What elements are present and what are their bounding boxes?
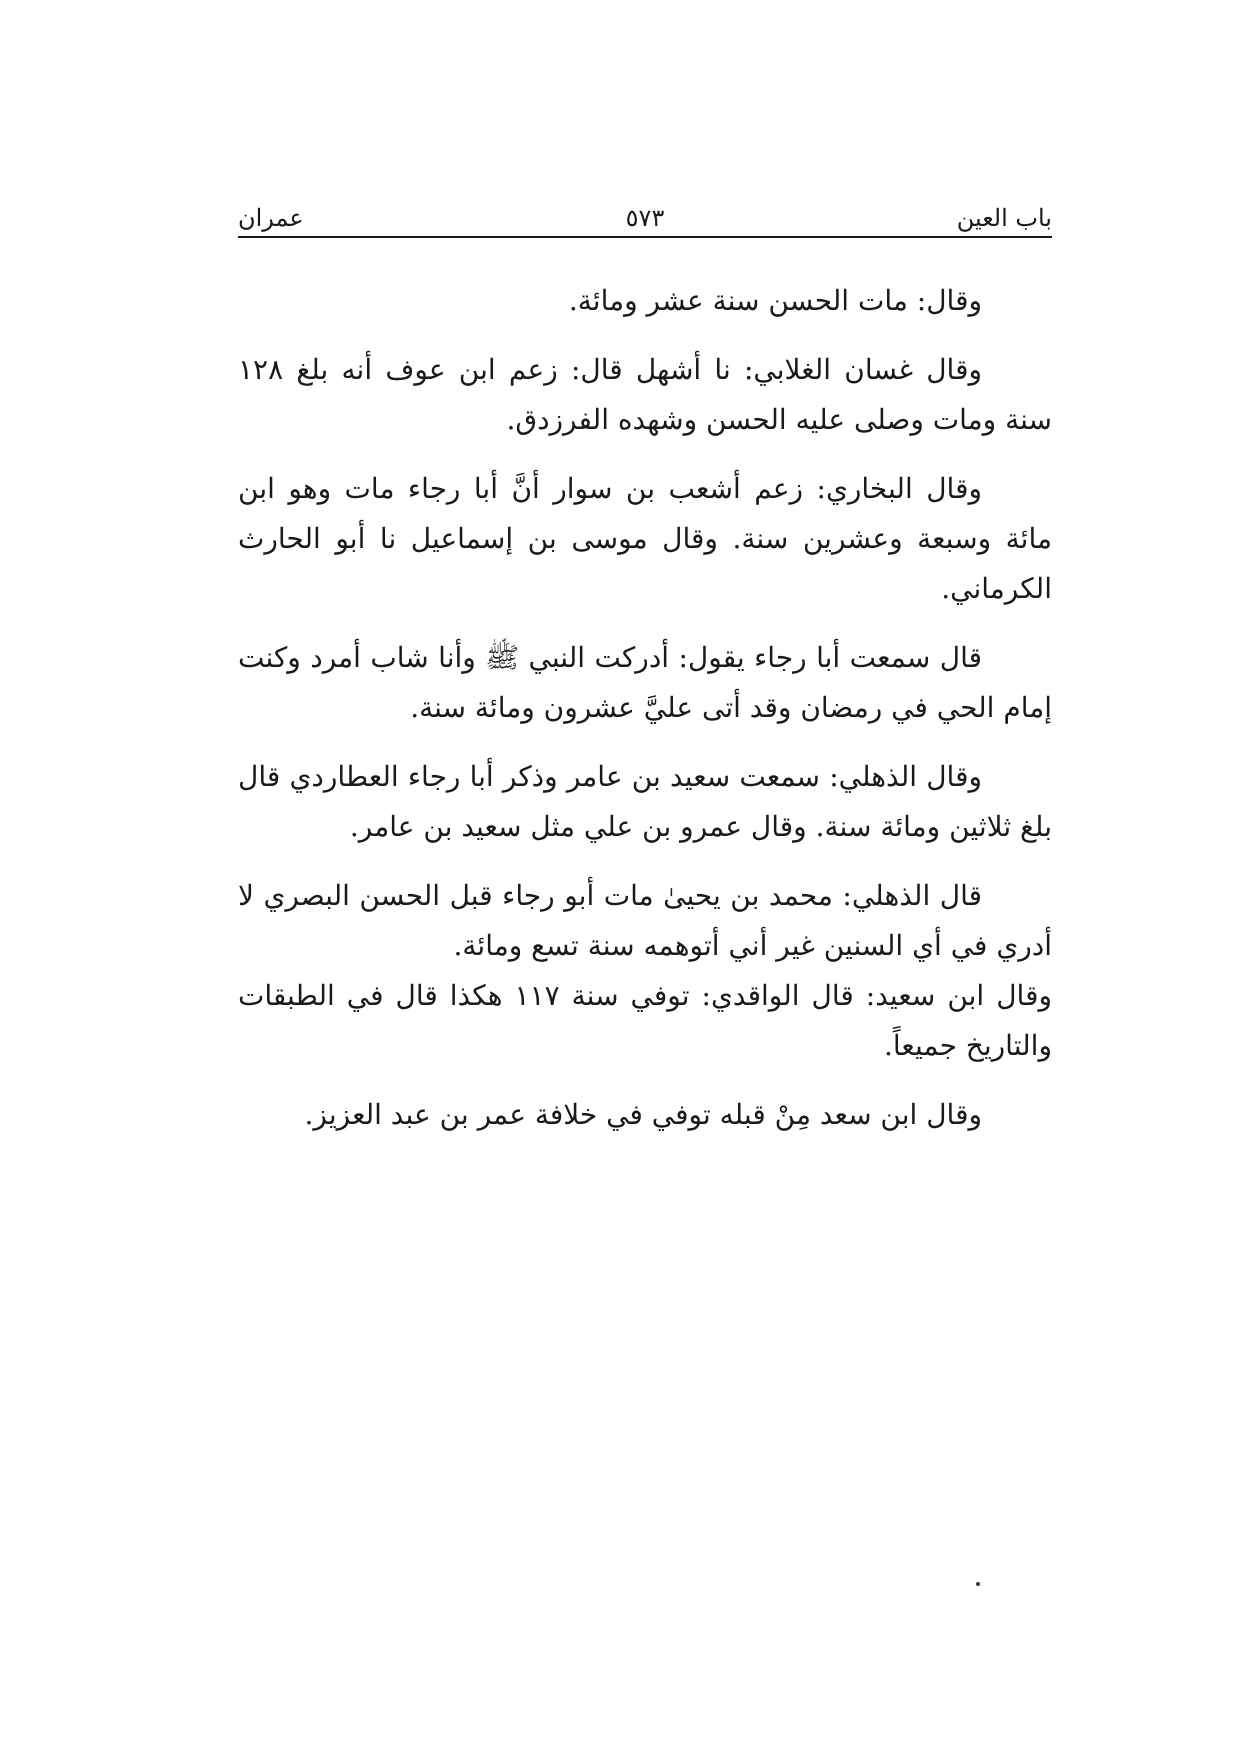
scan-speck (976, 1582, 980, 1586)
entry-title: عمران (238, 204, 304, 232)
paragraph-5: وقال الذهلي: سمعت سعيد بن عامر وذكر أبا رجاء العطاردي قال بلغ ثلاثين ومائة سنة. وقال عمرو بن علي مثل سعيد بن عامر. (238, 760, 1052, 843)
paragraph-3: وقال البخاري: زعم أشعب بن سوار أنَّ أبا رجاء مات وهو ابن مائة وسبعة وعشرين سنة. وقال موسى بن إسماعيل نا أبو الحارث الكرماني. (238, 472, 1052, 605)
page-number: ٥٧٣ (625, 204, 665, 232)
paragraph-2: وقال غسان الغلابي: نا أشهل قال: زعم ابن عوف أنه بلغ ١٢٨ سنة ومات وصلى عليه الحسن وشهده الفرزدق. (238, 353, 1052, 436)
paragraph-6: قال الذهلي: محمد بن يحيىٰ مات أبو رجاء قبل الحسن البصري لا أدري في أي السنين غير أني أتوهمه سنة تسع ومائة. (238, 879, 1052, 962)
page-body (238, 276, 1052, 1159)
chapter-title: باب العين (956, 204, 1052, 232)
paragraph-4: قال سمعت أبا رجاء يقول: أدركت النبي ﷺ وأنا شاب أمرد وكنت إمام الحي في رمضان وقد أتى عليَّ عشرون ومائة سنة. (238, 641, 1052, 724)
page-header (238, 192, 1052, 238)
paragraph-8: وقال ابن سعد مِنْ قبله توفي في خلافة عمر بن عبد العزيز. (304, 1098, 982, 1131)
paragraph-7: وقال ابن سعيد: قال الواقدي: توفي سنة ١١٧ هكذا قال في الطبقات والتاريخ جميعاً. (238, 979, 1052, 1062)
paragraph-1: وقال: مات الحسن سنة عشر ومائة. (568, 284, 982, 317)
